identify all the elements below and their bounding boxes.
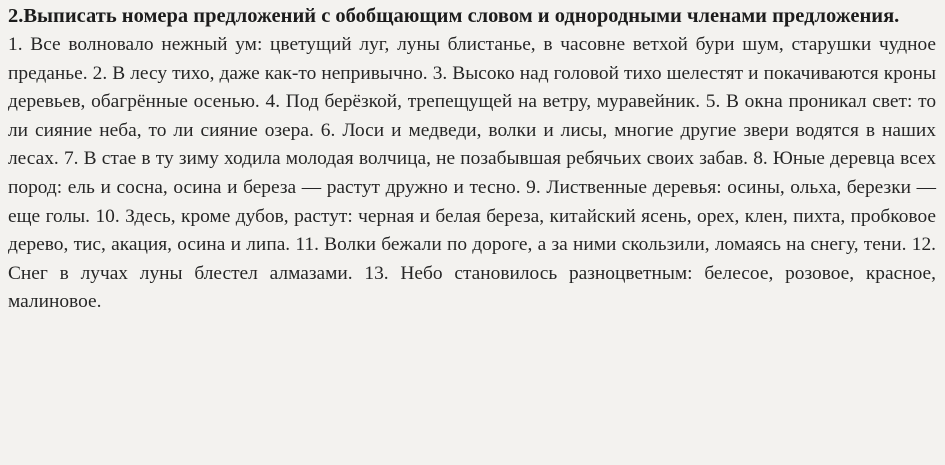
- task-text: [8, 31, 936, 317]
- task-heading: 2.Выписать номера предложений с обобщающим словом и однородными членами предложения.: [8, 5, 900, 27]
- sentence-7: 7. В стае в ту зиму ходила молодая волчица, не позабывшая ребячьих своих забав.: [63, 148, 749, 170]
- sentence-10: 10. Здесь, кроме дубов, растут: черная и белая береза, китайский ясень, орех, клен, пихта, пробковое дерево, тис, акация, осина и липа.: [8, 205, 936, 256]
- sentence-8: 8. Юные деревца всех пород: ель и сосна, осина и береза — растут дружно и тесно.: [8, 148, 937, 198]
- sentence-13: 13. Небо становилось разноцветным: белесое, розовое, красное, малиновое.: [8, 262, 936, 313]
- sentence-4: 4. Под берёзкой, трепещущей на ветру, муравейник.: [265, 91, 701, 113]
- sentence-3: 3. Высоко над головой тихо шелестят и покачиваются кроны деревьев, обагрённые осенью.: [8, 62, 936, 113]
- sentence-12: 12. Снег в лучах луны блестел алмазами.: [8, 234, 936, 284]
- sentence-11: 11. Волки бежали по дороге, а за ними скользили, ломаясь на снегу, тени.: [295, 234, 907, 256]
- sentence-1: 1. Все волновало нежный ум: цветущий луг, луны блистанье, в часовне ветхой бури шум, старушки чудное преданье.: [8, 34, 936, 84]
- sentence-9: 9. Лиственные деревья: осины, ольха, березки — еще голы.: [8, 176, 936, 227]
- sentence-5: 5. В окна проникал свет: то ли сияние неба, то ли сияние озера.: [8, 91, 937, 141]
- document-page: [8, 2, 936, 317]
- sentence-2: 2. В лесу тихо, даже как-то непривычно.: [92, 62, 428, 84]
- sentence-6: 6. Лоси и медведи, волки и лисы, многие другие звери водятся в наших лесах.: [8, 119, 936, 170]
